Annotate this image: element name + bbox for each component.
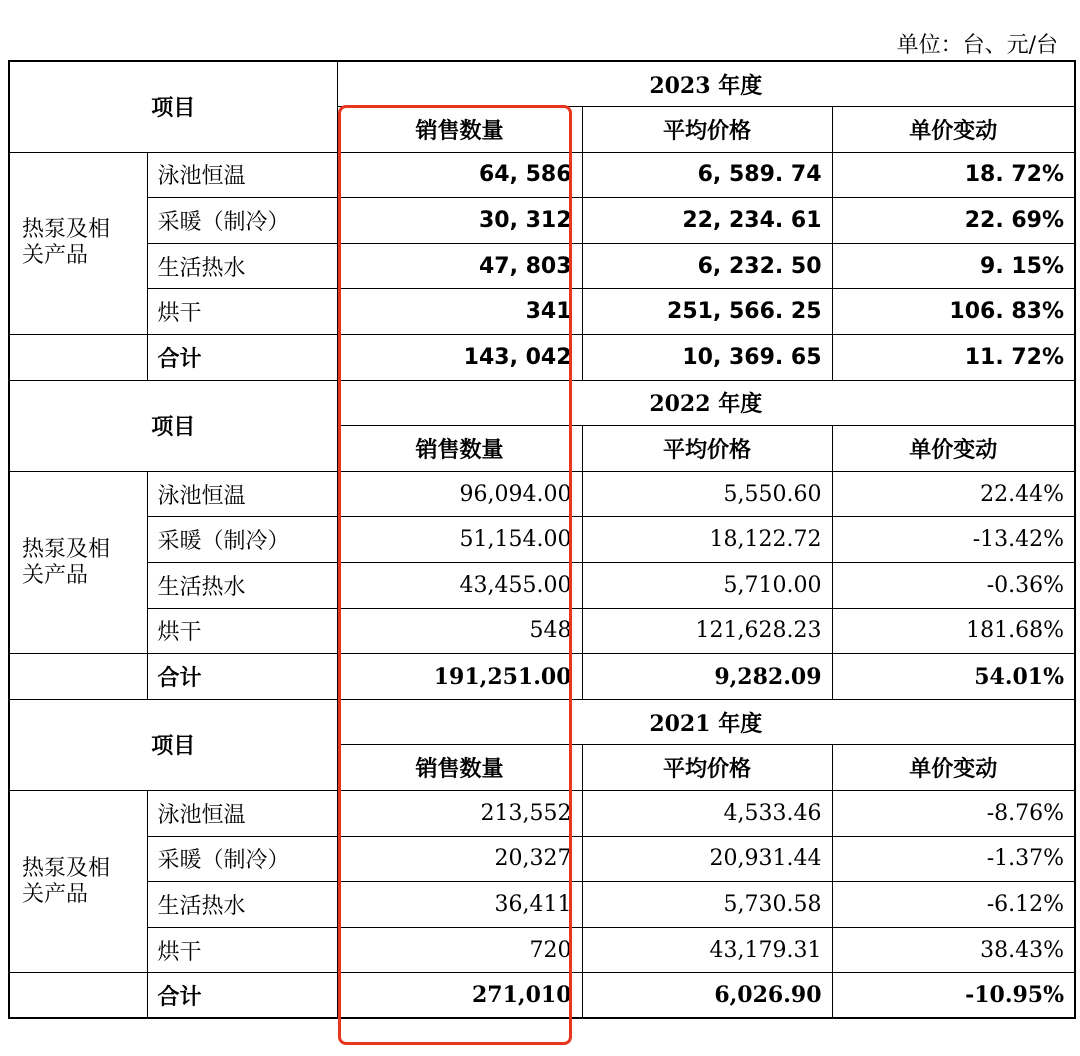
total-change: 11. 72% bbox=[832, 335, 1075, 381]
qty-cell: 51,154.00 bbox=[337, 517, 582, 563]
category-line: 关产品 bbox=[22, 243, 89, 269]
table-row bbox=[9, 563, 1075, 609]
row-name: 生活热水 bbox=[147, 882, 337, 928]
qty-cell: 64, 586 bbox=[337, 152, 582, 198]
price-cell: 251, 566. 25 bbox=[582, 289, 832, 335]
col-header-qty: 销售数量 bbox=[337, 107, 582, 153]
col-header-change: 单价变动 bbox=[832, 745, 1075, 791]
total-label: 合计 bbox=[147, 654, 337, 700]
change-cell: 181.68% bbox=[832, 608, 1075, 654]
total-row bbox=[9, 654, 1075, 700]
category-cell bbox=[9, 471, 147, 653]
col-header-qty: 销售数量 bbox=[337, 426, 582, 472]
price-cell: 121,628.23 bbox=[582, 608, 832, 654]
category-line: 热泵及相 bbox=[22, 536, 111, 562]
row-name: 采暖（制冷） bbox=[147, 836, 337, 882]
price-cell: 20,931.44 bbox=[582, 836, 832, 882]
item-header: 项目 bbox=[9, 61, 337, 152]
price-cell: 18,122.72 bbox=[582, 517, 832, 563]
row-name: 烘干 bbox=[147, 927, 337, 973]
price-cell: 5,710.00 bbox=[582, 563, 832, 609]
qty-cell: 96,094.00 bbox=[337, 471, 582, 517]
row-name: 泳池恒温 bbox=[147, 152, 337, 198]
col-header-price: 平均价格 bbox=[582, 426, 832, 472]
change-cell: -8.76% bbox=[832, 791, 1075, 837]
change-cell: -13.42% bbox=[832, 517, 1075, 563]
row-name: 采暖（制冷） bbox=[147, 198, 337, 244]
category-line: 关产品 bbox=[22, 881, 89, 907]
qty-cell: 213,552 bbox=[337, 791, 582, 837]
table-row bbox=[9, 152, 1075, 198]
price-cell: 43,179.31 bbox=[582, 927, 832, 973]
empty-cell bbox=[9, 335, 147, 381]
change-cell: 38.43% bbox=[832, 927, 1075, 973]
row-name: 生活热水 bbox=[147, 563, 337, 609]
qty-cell: 47, 803 bbox=[337, 243, 582, 289]
total-label: 合计 bbox=[147, 335, 337, 381]
change-cell: 106. 83% bbox=[832, 289, 1075, 335]
total-price: 10, 369. 65 bbox=[582, 335, 832, 381]
row-name: 生活热水 bbox=[147, 243, 337, 289]
row-name: 烘干 bbox=[147, 289, 337, 335]
total-change: 54.01% bbox=[832, 654, 1075, 700]
year-header: 2021 年度 bbox=[337, 699, 1075, 745]
section-header-row bbox=[9, 699, 1075, 745]
row-name: 泳池恒温 bbox=[147, 791, 337, 837]
qty-cell: 30, 312 bbox=[337, 198, 582, 244]
table-row bbox=[9, 243, 1075, 289]
col-header-qty: 销售数量 bbox=[337, 745, 582, 791]
sales-table bbox=[8, 60, 1076, 1019]
row-name: 烘干 bbox=[147, 608, 337, 654]
table-row bbox=[9, 289, 1075, 335]
table-row bbox=[9, 517, 1075, 563]
table-row bbox=[9, 608, 1075, 654]
change-cell: 22.44% bbox=[832, 471, 1075, 517]
category-cell bbox=[9, 152, 147, 334]
col-header-price: 平均价格 bbox=[582, 107, 832, 153]
price-cell: 5,550.60 bbox=[582, 471, 832, 517]
total-qty: 191,251.00 bbox=[337, 654, 582, 700]
total-change: -10.95% bbox=[832, 973, 1075, 1019]
price-cell: 22, 234. 61 bbox=[582, 198, 832, 244]
total-price: 6,026.90 bbox=[582, 973, 832, 1019]
price-cell: 4,533.46 bbox=[582, 791, 832, 837]
year-header: 2022 年度 bbox=[337, 380, 1075, 426]
change-cell: -0.36% bbox=[832, 563, 1075, 609]
change-cell: 22. 69% bbox=[832, 198, 1075, 244]
category-line: 关产品 bbox=[22, 562, 89, 588]
empty-cell bbox=[9, 973, 147, 1019]
unit-note: 单位：台、元/台 bbox=[896, 33, 1058, 58]
section-header-row bbox=[9, 61, 1075, 107]
change-cell: -1.37% bbox=[832, 836, 1075, 882]
qty-cell: 341 bbox=[337, 289, 582, 335]
table-row bbox=[9, 927, 1075, 973]
total-label: 合计 bbox=[147, 973, 337, 1019]
table-row bbox=[9, 836, 1075, 882]
qty-cell: 720 bbox=[337, 927, 582, 973]
col-header-change: 单价变动 bbox=[832, 107, 1075, 153]
table-row bbox=[9, 471, 1075, 517]
col-header-change: 单价变动 bbox=[832, 426, 1075, 472]
price-cell: 6, 589. 74 bbox=[582, 152, 832, 198]
empty-cell bbox=[9, 654, 147, 700]
row-name: 采暖（制冷） bbox=[147, 517, 337, 563]
section-header-row bbox=[9, 380, 1075, 426]
change-cell: 9. 15% bbox=[832, 243, 1075, 289]
col-header-price: 平均价格 bbox=[582, 745, 832, 791]
total-qty: 271,010 bbox=[337, 973, 582, 1019]
qty-cell: 20,327 bbox=[337, 836, 582, 882]
category-cell bbox=[9, 791, 147, 973]
total-row bbox=[9, 335, 1075, 381]
qty-cell: 36,411 bbox=[337, 882, 582, 928]
price-cell: 6, 232. 50 bbox=[582, 243, 832, 289]
change-cell: 18. 72% bbox=[832, 152, 1075, 198]
year-header: 2023 年度 bbox=[337, 61, 1075, 107]
table-row bbox=[9, 882, 1075, 928]
qty-cell: 548 bbox=[337, 608, 582, 654]
change-cell: -6.12% bbox=[832, 882, 1075, 928]
total-price: 9,282.09 bbox=[582, 654, 832, 700]
item-header: 项目 bbox=[9, 380, 337, 471]
category-line: 热泵及相 bbox=[22, 855, 111, 881]
table-row bbox=[9, 198, 1075, 244]
total-qty: 143, 042 bbox=[337, 335, 582, 381]
qty-cell: 43,455.00 bbox=[337, 563, 582, 609]
row-name: 泳池恒温 bbox=[147, 471, 337, 517]
item-header: 项目 bbox=[9, 699, 337, 790]
price-cell: 5,730.58 bbox=[582, 882, 832, 928]
total-row bbox=[9, 973, 1075, 1019]
table-row bbox=[9, 791, 1075, 837]
category-line: 热泵及相 bbox=[22, 217, 111, 243]
